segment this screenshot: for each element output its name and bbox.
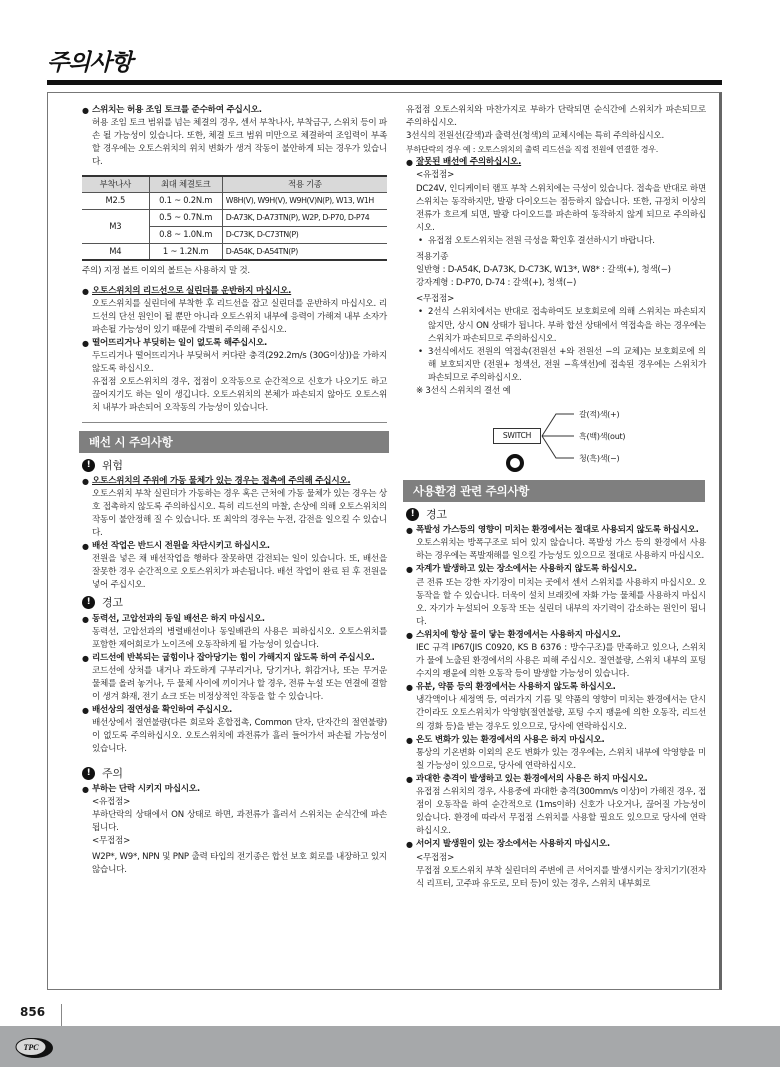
env-warning-text: 경고 [426, 508, 447, 522]
env-3-heading: ● 스위치에 항상 물이 닿는 환경에서는 사용하지 마십시오. [406, 629, 706, 642]
short-note: 부하단락의 경우 예 : 오토스위치의 출력 리드선을 직접 전원에 연결한 경우. [406, 145, 659, 155]
warning-icon: ! [406, 508, 419, 521]
page-number: 856 [20, 1005, 46, 1019]
page-title: 주의사항 [47, 50, 132, 76]
cell-torque: 0.5 ~ 0.7N.m [149, 209, 222, 226]
short-body-2: 3선식의 전원선(갈색)과 출력선(청색)의 교체시에는 특히 주의하십시오. [406, 131, 664, 142]
warning-2-heading: ● 리드선에 반복되는 굽힘이나 잡아당기는 힘이 가해지지 않도록 하여 주십시오. [82, 652, 387, 665]
env-5-heading: ● 온도 변화가 있는 환경에서의 사용은 하지 마십시오. [406, 734, 706, 747]
table-row [82, 192, 387, 209]
left-column [82, 104, 387, 877]
warning-icon: ! [82, 459, 95, 472]
warning-icon: ! [82, 596, 95, 609]
cell-models: D-A54K, D-A54TN(P) [222, 243, 387, 260]
drop-body-2: 유접점 오토스위치의 경우, 접점이 오작동으로 순간적으로 신호가 나오기도 하고 끊어지기도 하는 일이 생깁니다. 오토스위치의 본체가 파손되지 않아도 오토스위치 내부가 파손되어 오작동의 가능성이 있습니다. [92, 377, 387, 414]
noncontact-label: <무접점> [92, 836, 131, 847]
wire-black: 흑(백)색(out) [579, 432, 626, 442]
title-rule [47, 80, 722, 85]
env-2-body: 큰 전류 또는 강한 자기장이 미치는 곳에서 센서 스위치를 사용하지 마십시오. 오동작을 할 수 있습니다. 더욱이 설치 브래킷에 자화 가능 물체를 사용하지 마십시오. 자기가 누설되어 오동작 또는 실린더 내부의 자기력이 감소하는 원인이 됩니다. [416, 577, 706, 627]
cell-models: D-A73K, D-A73TN(P), W2P, D-P70, D-P74 [222, 209, 387, 226]
miswiring-heading: ● 잘못된 배선에 주의하십시오. [406, 156, 706, 169]
switch-box: SWITCH [493, 428, 541, 444]
wiring-diagram [406, 402, 706, 472]
env-5-body: 통상의 기온변화 이외의 온도 변화가 있는 경우에는, 스위치 내부에 악영향을 미칠 가능성이 있으므로, 당사에 연락하십시오. [416, 747, 706, 771]
models-magnetic: 강자계형 : D-P70, D-74 : 갈색(+), 청색(−) [416, 278, 577, 289]
noncontact-body: W2P*, W9*, NPN 및 PNP 출력 타입의 전기종은 합선 보호 회로를 내장하고 있지 않습니다. [92, 852, 387, 876]
col-header-models: 적용 기종 [222, 176, 387, 192]
contact-body: 부하단락의 상태에서 ON 상태로 하면, 과전류가 흘러서 스위치는 순식간에 파손됩니다. [92, 809, 387, 833]
caution-label [82, 767, 387, 780]
env-4-heading: ● 유분, 약품 등의 환경에서는 사용하지 않도록 하십시오. [406, 681, 706, 694]
cell-models: D-C73K, D-C73TN(P) [222, 226, 387, 243]
env-7-label: <무접점> [416, 852, 455, 863]
danger-1-heading: ● 오토스위치의 주위에 가동 물체가 있는 경우는 접촉에 주의해 주십시오. [82, 475, 387, 488]
right-column [406, 104, 706, 891]
danger-1-body: 오토스위치 부착 실린더가 가동하는 경우 혹은 근처에 가동 물체가 있는 경우는 상호 접촉하지 않도록 주의하십시오. 특히 리드선의 마찰, 손상에 의해 오토스위치의 작동이 불안정해 질 수 있습니다. 또 최악의 경우는 누전, 감전을 일으킬 수 있습니다. [92, 488, 387, 538]
env-6-body: 유접점 스위치의 경우, 사용중에 과대한 충격(300mm/s 이상)이 가해진 경우, 접점이 오동작을 하여 순간적으로 (1ms이하) 신호가 나오거나, 끊어질 가능성이 있습니다. 환경에 따라서 무접점 스위치를 사용할 필요도 있으므로 당사에 연락하십시오. [416, 787, 706, 837]
warning-3-body: 배선상에서 절연불량(다른 회로와 혼합접촉, Common 단자, 단자간의 절연불량)이 없도록 주의하십시오. 오토스위치에 과전류가 흘러 들어가서 파손될 가능성이 있습니다. [92, 718, 387, 755]
danger-2-body: 전원을 넣은 채 배선작업을 행하다 잘못하면 감전되는 일이 있습니다. 또, 배선을 잘못한 경우 순간적으로 오토스위치가 파손됩니다. 배선 작업이 완료 된 후 전원을 넣어 주십시오. [92, 554, 387, 591]
caution-text: 주의 [102, 766, 123, 780]
cell-models: W8H(V), W9H(V), W9H(V)N(P), W13, W1H [222, 192, 387, 209]
section-title-wiring: 배선 시 주의사항 [79, 431, 389, 453]
wire-lines [406, 402, 706, 472]
noncontact-bullet-1: • 2선식 스위치에서는 반대로 접속하여도 보호회로에 의해 스위치는 파손되지 않지만, 상시 ON 상태가 됩니다. 부하 합선 상태에서 역접속을 하는 경우에는 스위치가 파손되므로 주의하십시오. [406, 306, 706, 345]
table-row [82, 243, 387, 260]
warning-1-heading: ● 동력선, 고압선과의 동일 배선은 하지 마십시오. [82, 613, 387, 626]
footer-band [0, 1026, 780, 1067]
noncontact-bullet-2: • 3선식에서도 전원의 역접속(전원선 +와 전원선 −의 교체)는 보호회로에 의해 보호되지만 (전원+ 청색선, 전원 −흑색선)에 접속된 경우에는 스위치가 파손되므로 주의하십시오. [406, 346, 706, 385]
cell-screw: M3 [82, 209, 149, 243]
table-note: 주의) 지정 볼트 이외의 볼트는 사용하지 말 것. [82, 266, 250, 277]
env-warning-label [406, 508, 706, 521]
drop-body-1: 두드리거나 떨어뜨리거나 부딪혀서 커다란 충격(292.2m/s (30G이상))을 가하지 않도록 하십시오. [92, 351, 387, 375]
lead-wire-body: 오토스위치를 실린더에 부착한 후 리드선을 잡고 실린더를 운반하지 마십시오. 리드선의 단선 원인이 될 뿐만 아니라 오토스위치 내부에 응력이 가해져 내부 소자가 파손될 가능성이 있기 때문에 각별히 주의해 주십시오. [92, 298, 387, 335]
env-7-body: 무접점 오토스위치 부착 실린더의 주변에 큰 서어지를 발생시키는 장치기기(전자식 리프터, 고주파 유도로, 모터 등)이 있는 경우, 스위치 내부회로 [416, 865, 706, 889]
miswiring-contact-label: <유접점> [416, 170, 455, 181]
warning-icon: ! [82, 767, 95, 780]
miswiring-noncontact-label: <무접점> [416, 294, 455, 305]
env-1-body: 오토스위치는 방폭구조로 되어 있지 않습니다. 폭발성 가스 등의 환경에서 사용하는 경우에는 폭발재해를 일으킬 가능성도 있으므로 절대로 사용하지 마십시오. [416, 538, 706, 562]
warning-1-body: 동력선, 고압선과의 병렬배선이나 동일배관의 사용은 피하십시오. 오토스위치를 포함한 제어회로가 노이즈에 오동작하게 될 가능성이 있습니다. [92, 626, 387, 650]
caution-heading: ● 부하는 단락 시키지 마십시오. [82, 783, 387, 796]
switch-ring-icon [506, 454, 524, 472]
torque-heading: ● 스위치는 허용 조임 토크를 준수하여 주십시오. [82, 104, 387, 117]
tpc-logo-icon [14, 1036, 54, 1060]
danger-2-heading: ● 배선 작업은 반드시 전원을 차단시키고 하십시오. [82, 540, 387, 553]
col-header-screw: 부착나사 [82, 176, 149, 192]
col-header-torque: 최대 체결토크 [149, 176, 222, 192]
cell-torque: 1 ~ 1.2N.m [149, 243, 222, 260]
env-4-body: 냉각액이나 세정액 등, 여러가지 기름 및 약품의 영향이 미치는 환경에서는 단시간이라도 오토스위치가 악영향(절연불량, 포팅 수지 팽윤에 의한 오동작, 리드선의 경화 등)을 받는 경우도 있으므로, 당사에 연락하십시오. [416, 695, 706, 732]
table-row [82, 209, 387, 226]
contact-label: <유접점> [92, 796, 131, 807]
divider [82, 422, 387, 423]
torque-table [82, 175, 387, 261]
env-3-body: IEC 규격 IP67(JIS C0920, KS B 6376 : 방수구조)를 만족하고 있으나, 스위치가 물에 노출된 환경에서의 사용은 피해 주십시오. 절연불량, 스위치 내부의 포팅 수지의 팽윤에 의한 오동작 등이 발생할 가능성이 있습니다. [416, 643, 706, 680]
lead-wire-heading: ● 오토스위치의 리드선으로 실린더를 운반하지 마십시오. [82, 285, 387, 298]
warning-text: 경고 [102, 596, 123, 610]
warning-3-heading: ● 배선상의 절연성을 확인하여 주십시오. [82, 704, 387, 717]
svg-text:TPC: TPC [23, 1043, 39, 1052]
page-number-divider [61, 1004, 62, 1026]
env-2-heading: ● 자계가 발생하고 있는 장소에서는 사용하지 않도록 하십시오. [406, 563, 706, 576]
env-7-heading: ● 서어지 발생원이 있는 장소에서는 사용하지 마십시오. [406, 838, 706, 851]
cell-torque: 0.1 ~ 0.2N.m [149, 192, 222, 209]
drop-heading: ● 떨어뜨리거나 부딪히는 일이 없도록 해주십시오. [82, 337, 387, 350]
env-1-heading: ● 폭발성 가스등의 영향이 미치는 환경에서는 절대로 사용되지 않도록 하십시오. [406, 524, 706, 537]
miswiring-contact-bullet: • 유접점 오토스위치는 전원 극성을 확인후 결선하시기 바랍니다. [406, 235, 706, 248]
env-6-heading: ● 과대한 충격이 발생하고 있는 환경에서의 사용은 하지 마십시오. [406, 773, 706, 786]
torque-body: 허용 조임 토크 범위를 넘는 체결의 경우, 센서 부착나사, 부착금구, 스위치 등이 파손 될 가능성이 있습니다. 또한, 체결 토크 범위 미만으로 체결하여 조임력이 부족할 경우에는 오토스위치의 위치 변화가 생겨 작동이 불안하게 되는 경우가 있습니다. [92, 118, 387, 168]
warning-2-body: 코드선에 상처를 내거나 과도하게 구부리거나, 당기거나, 휘감거나, 또는 무거운 물체를 올려 놓거나, 두 물체 사이에 끼이거나 할 경우, 전류 누설 또는 연결에 결함이 생겨 화재, 전기 쇼크 또는 비정상적인 작동을 할 수 있습니다. [92, 665, 387, 703]
cell-screw: M2.5 [82, 192, 149, 209]
danger-label [82, 459, 387, 472]
cell-screw: M4 [82, 243, 149, 260]
wire-blue: 청(흑)색(−) [579, 454, 620, 464]
section-title-environment: 사용환경 관련 주의사항 [403, 480, 705, 502]
short-body-1: 유접점 오토스위치와 마찬가지로 부하가 단락되면 순식간에 스위치가 파손되므로 주의하십시오. [406, 105, 706, 129]
diagram-caption: ※ 3선식 스위치의 결선 예 [416, 385, 511, 396]
models-label: 적용기종 [416, 252, 449, 263]
miswiring-contact-body: DC24V, 인디케이터 램프 부착 스위치에는 극성이 있습니다. 접속을 반대로 하면 스위치는 동작하지만, 발광 다이오드는 점등하지 않습니다. 또한, 규정치 이상의 전류가 흐르게 되면, 발광 다이오드를 파손하여 동작하지 않게 되므로 주의하십시오. [416, 183, 706, 233]
warning-label [82, 596, 387, 609]
models-general: 일반형 : D-A54K, D-A73K, D-C73K, W13*, W8* : 갈색(+), 청색(−) [416, 265, 671, 276]
cell-torque: 0.8 ~ 1.0N.m [149, 226, 222, 243]
wire-brown: 갈(적)색(+) [579, 410, 620, 420]
danger-text: 위험 [102, 458, 123, 472]
